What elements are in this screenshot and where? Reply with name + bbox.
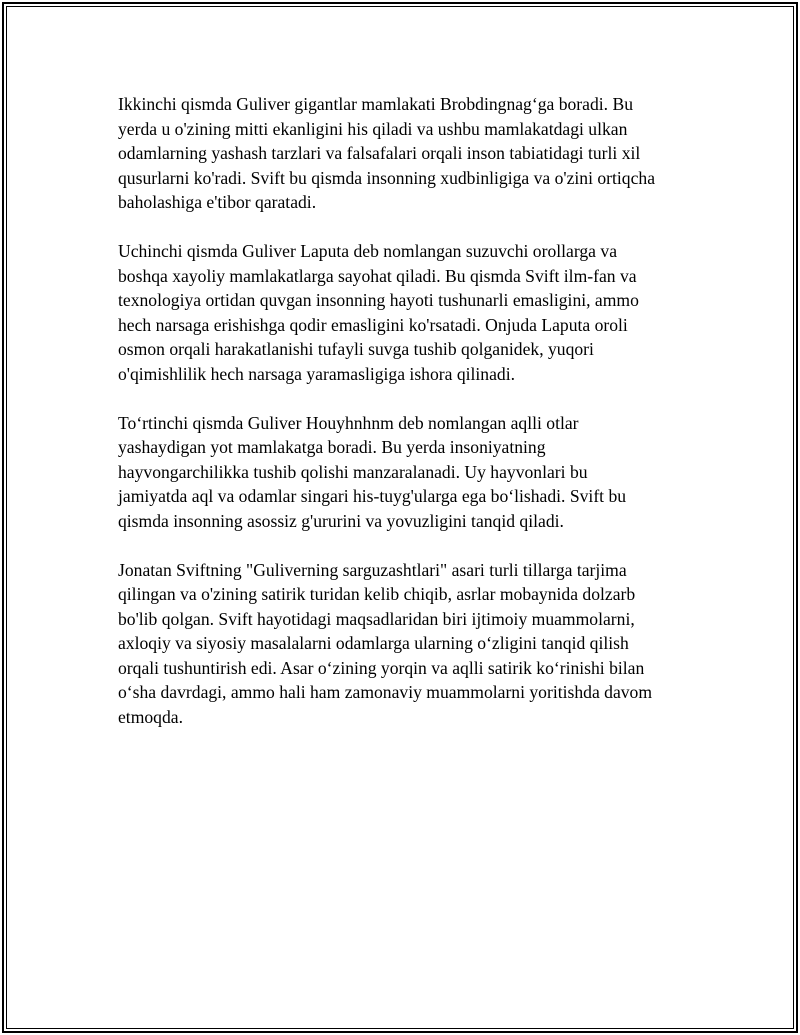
paragraph-3 [118, 411, 690, 534]
text-line: hech narsaga erishishga qodir emasligini ko'rsatadi. Onjuda Laputa oroli [118, 314, 628, 335]
text-line: Uchinchi qismda Guliver Laputa deb nomlangan suzuvchi orollarga va [118, 241, 617, 261]
text-line: orqali tushuntirish edi. Asar o‘zining yorqin va aqlli satirik ko‘rinishi bilan [118, 657, 645, 678]
text-line: o‘sha davrdagi, ammo hali ham zamonaviy muammolarni yoritishda davom [118, 682, 653, 702]
paragraph-1 [118, 92, 690, 215]
text-line: hayvongarchilikka tushib qolishi manzaralanadi. Uy hayvonlari bu [118, 461, 588, 482]
text-line: qilingan va o'zining satirik turidan kelib chiqib, asrlar mobaynida dolzarb [118, 584, 636, 604]
paragraph-4 [118, 558, 690, 730]
text-line: jamiyatda aql va odamlar singari his-tuyg'ularga ega bo‘lishadi. Svift bu [118, 486, 627, 506]
text-line: yashaydigan yot mamlakatga boradi. Bu yerda insoniyatning [118, 437, 546, 457]
text-line: baholashiga e'tibor qaratadi. [118, 192, 317, 212]
text-line: odamlarning yashash tarzlari va falsafalari orqali inson tabiatidagi turli xil [118, 143, 641, 163]
text-line: texnologiya ortidan quvgan insonning hayoti tushunarli emasligini, ammo [118, 290, 639, 310]
text-line: Ikkinchi qismda Guliver gigantlar mamlakati Brobdingnag‘ga boradi. Bu [118, 94, 633, 114]
text-line: axloqiy va siyosiy masalalarni odamlarga ularning o‘zligini tanqid qilish [118, 633, 629, 653]
text-line: qismda insonning asossiz g'ururini va yovuzligini tanqid qiladi. [118, 510, 564, 531]
document-body [118, 92, 690, 754]
text-line: o'qimishlilik hech narsaga yaramasligiga ishora qilinadi. [118, 363, 515, 384]
text-line: etmoqda. [118, 706, 183, 727]
text-line: qusurlarni ko'radi. Svift bu qismda insonning xudbinligiga va o'zini ortiqcha [118, 167, 656, 188]
text-line: yerda u o'zining mitti ekanligini his qiladi va ushbu mamlakatdagi ulkan [118, 118, 628, 139]
text-line: Jonatan Sviftning "Guliverning sarguzashtlari" asari turli tillarga tarjima [118, 559, 627, 580]
text-line: To‘rtinchi qismda Guliver Houyhnhnm deb nomlangan aqlli otlar [118, 412, 579, 433]
text-line: boshqa xayoliy mamlakatlarga sayohat qiladi. Bu qismda Svift ilm-fan va [118, 265, 637, 286]
paragraph-2 [118, 239, 690, 386]
text-line: osmon orqali harakatlanishi tufayli suvga tushib qolganidek, yuqori [118, 339, 594, 359]
text-line: bo'lib qolgan. Svift hayotidagi maqsadlaridan biri ijtimoiy muammolarni, [118, 608, 635, 629]
